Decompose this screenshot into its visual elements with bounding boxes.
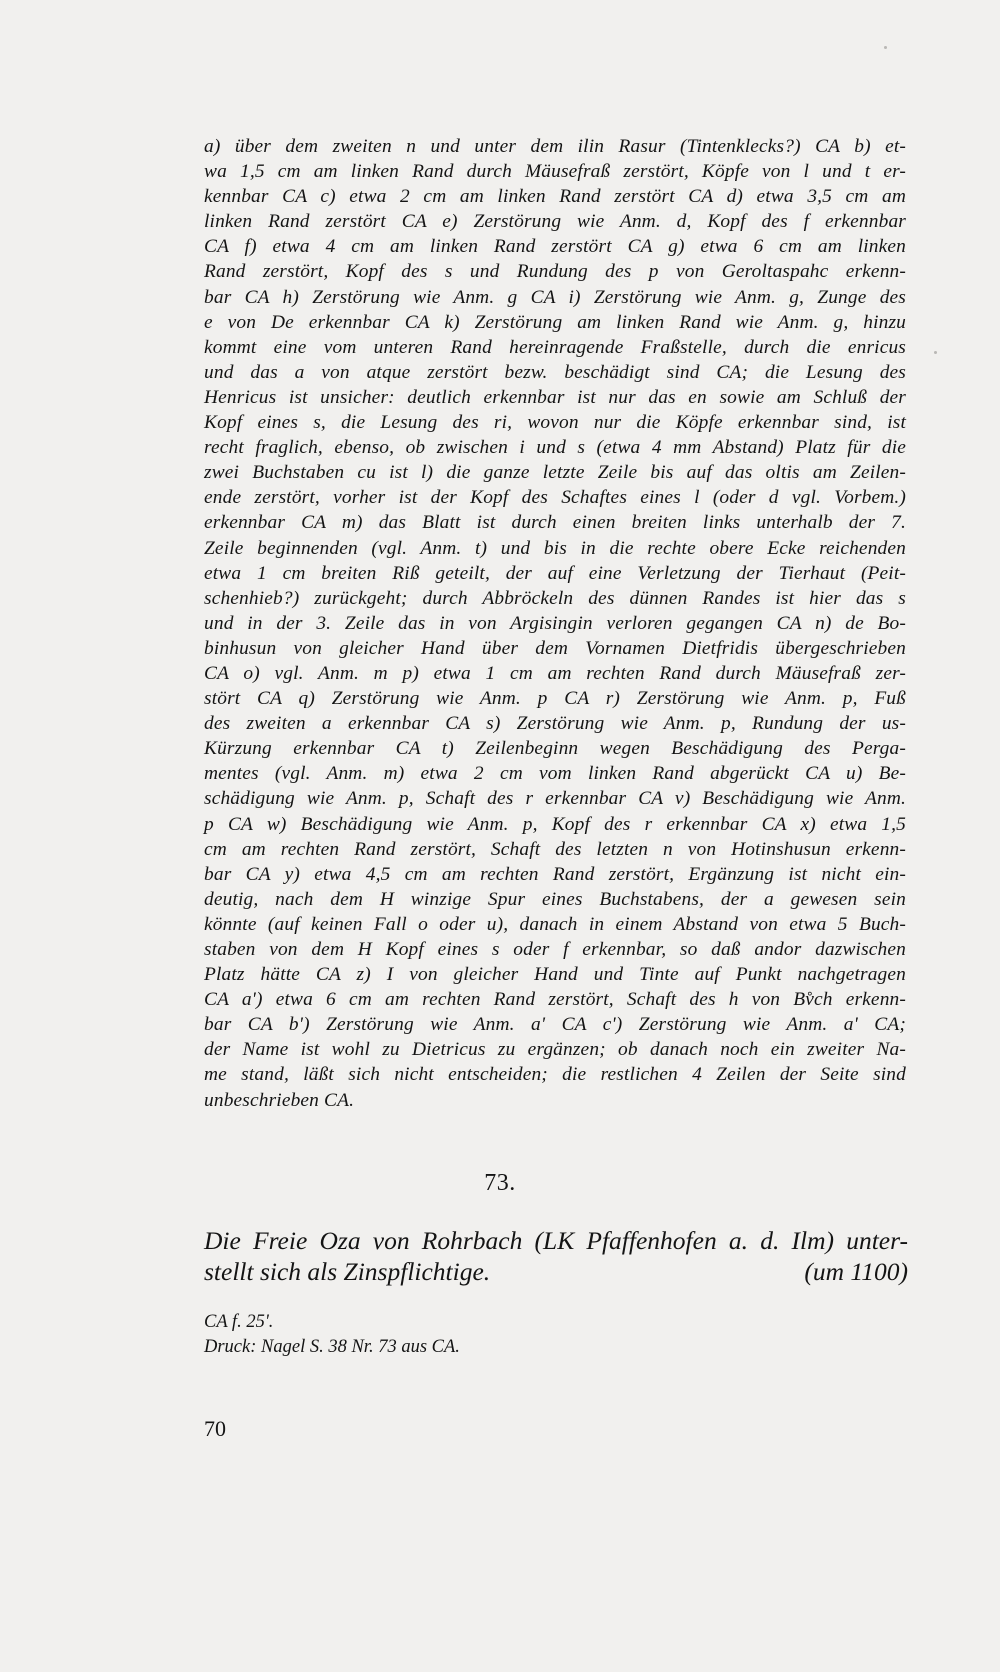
footnote-line: kommt eine vom unteren Rand hereinragende Fraßstelle, durch die enricus (204, 336, 906, 358)
footnote-line: bar CA b') Zerstörung wie Anm. a' CA c') Zerstörung wie Anm. a' CA; (204, 1014, 906, 1036)
footnote-line: Zeile beginnenden (vgl. Anm. t) und bis in die rechte obere Ecke reichenden (204, 537, 906, 559)
footnote-line: p CA w) Beschädigung wie Anm. p, Kopf des r erkennbar CA x) etwa 1,5 (204, 813, 906, 835)
footnote-line: etwa 1 cm breiten Riß geteilt, der auf eine Verletzung der Tierhaut (Peit- (204, 562, 906, 584)
footnote-line: erkennbar CA m) das Blatt ist durch einen breiten links unterhalb der 7. (204, 512, 906, 534)
footnote-line: zwei Buchstaben cu ist l) die ganze letzte Zeile bis auf das oltis am Zeilen- (204, 462, 906, 484)
footnote-line: staben von dem H Kopf eines s oder f erkennbar, so daß andor dazwischen (204, 939, 906, 960)
footnote-line: bar CA y) etwa 4,5 cm am rechten Rand zerstört, Ergänzung ist nicht ein- (204, 863, 906, 885)
source-reference: CA f. 25'. (204, 1312, 274, 1332)
footnote-line: e von De erkennbar CA k) Zerstörung am linken Rand wie Anm. g, hinzu (204, 311, 906, 333)
document-number: 73. (484, 1170, 516, 1196)
title-line-with-date (204, 1256, 908, 1287)
title-line: stellt sich als Zinspflichtige. (204, 1257, 491, 1286)
footnote-line: und in der 3. Zeile das in von Argisingin verloren gegangen CA n) de Bo- (204, 612, 906, 634)
footnote-line: stört CA q) Zerstörung wie Anm. p CA r) Zerstörung wie Anm. p, Fuß (204, 688, 906, 710)
document-date: (um 1100) (804, 1257, 908, 1286)
footnote-line: Platz hätte CA z) I von gleicher Hand und Tinte auf Punkt nachgetragen (204, 964, 906, 986)
footnote-line: schenhieb?) zurückgeht; durch Abbröckeln des dünnen Randes ist hier das s (204, 587, 906, 609)
footnote-line: me stand, läßt sich nicht entscheiden; die restlichen 4 Zeilen der Seite sind (204, 1064, 906, 1086)
footnote-line: bar CA h) Zerstörung wie Anm. g CA i) Zerstörung wie Anm. g, Zunge des (204, 286, 906, 308)
footnotes-block (204, 134, 906, 1113)
footnote-line: Kopf eines s, die Lesung des ri, wovon nur die Köpfe erkennbar sind, ist (204, 412, 906, 434)
footnote-line: linken Rand zerstört CA e) Zerstörung wie Anm. d, Kopf des f erkennbar (204, 211, 906, 233)
footnote-line: Kürzung erkennbar CA t) Zeilenbeginn wegen Beschädigung des Perga- (204, 738, 906, 760)
footnote-line: binhusun von gleicher Hand über dem Vornamen Dietfridis übergeschrieben (204, 637, 906, 659)
footnote-line: recht fraglich, ebenso, ob zwischen i und s (etwa 4 mm Abstand) Platz für die (204, 437, 906, 459)
paper-speck (934, 351, 937, 354)
footnote-line: kennbar CA c) etwa 2 cm am linken Rand zerstört CA d) etwa 3,5 cm am (204, 186, 906, 208)
footnote-line: schädigung wie Anm. p, Schaft des r erkennbar CA v) Beschädigung wie Anm. (204, 788, 906, 810)
footnote-line: CA o) vgl. Anm. m p) etwa 1 cm am rechten Rand durch Mäusefraß zer- (204, 662, 906, 684)
footnote-line: unbeschrieben CA. (204, 1089, 355, 1111)
page-number: 70 (204, 1416, 226, 1441)
footnote-line: CA a') etwa 6 cm am rechten Rand zerstört, Schaft des h von Bv̊ch erkenn- (204, 989, 906, 1011)
print-reference: Druck: Nagel S. 38 Nr. 73 aus CA. (204, 1337, 460, 1357)
footnote-line: des zweiten a erkennbar CA s) Zerstörung wie Anm. p, Rundung der us- (204, 713, 906, 735)
footnote-line: und das a von atque zerstört bezw. beschädigt sind CA; die Lesung des (204, 361, 906, 383)
footnote-line: ende zerstört, vorher ist der Kopf des Schaftes eines l (oder d vgl. Vorbem.) (204, 487, 906, 509)
footnote-line: deutig, nach dem H winzige Spur eines Buchstabens, der a gewesen sein (204, 888, 906, 910)
footnote-line: wa 1,5 cm am linken Rand durch Mäusefraß zerstört, Köpfe von l und t er- (204, 161, 906, 183)
footnote-line: mentes (vgl. Anm. m) etwa 2 cm vom linken Rand abgerückt CA u) Be- (204, 763, 906, 785)
footnote-line: cm am rechten Rand zerstört, Schaft des letzten n von Hotinshusun erkenn- (204, 838, 906, 860)
source-info (204, 1310, 804, 1360)
footnote-line: Henricus ist unsicher: deutlich erkennbar ist nur das en sowie am Schluß der (204, 386, 906, 408)
footnote-line: CA f) etwa 4 cm am linken Rand zerstört CA g) etwa 6 cm am linken (204, 236, 906, 258)
footnote-line: Rand zerstört, Kopf des s und Rundung des p von Geroltaspahc erkenn- (204, 261, 906, 283)
footnote-line: könnte (auf keinen Fall o oder u), danach in einem Abstand von etwa 5 Buch- (204, 913, 906, 935)
document-title (204, 1225, 908, 1287)
title-line: Die Freie Oza von Rohrbach (LK Pfaffenhofen a. d. Ilm) unter- (204, 1226, 908, 1255)
paper-speck (884, 46, 887, 49)
footnote-line: der Name ist wohl zu Dietricus zu ergänzen; ob danach noch ein zweiter Na- (204, 1039, 906, 1061)
footnote-line: a) über dem zweiten n und unter dem ilin Rasur (Tintenkleckѕ?) CA b) et- (204, 136, 906, 157)
